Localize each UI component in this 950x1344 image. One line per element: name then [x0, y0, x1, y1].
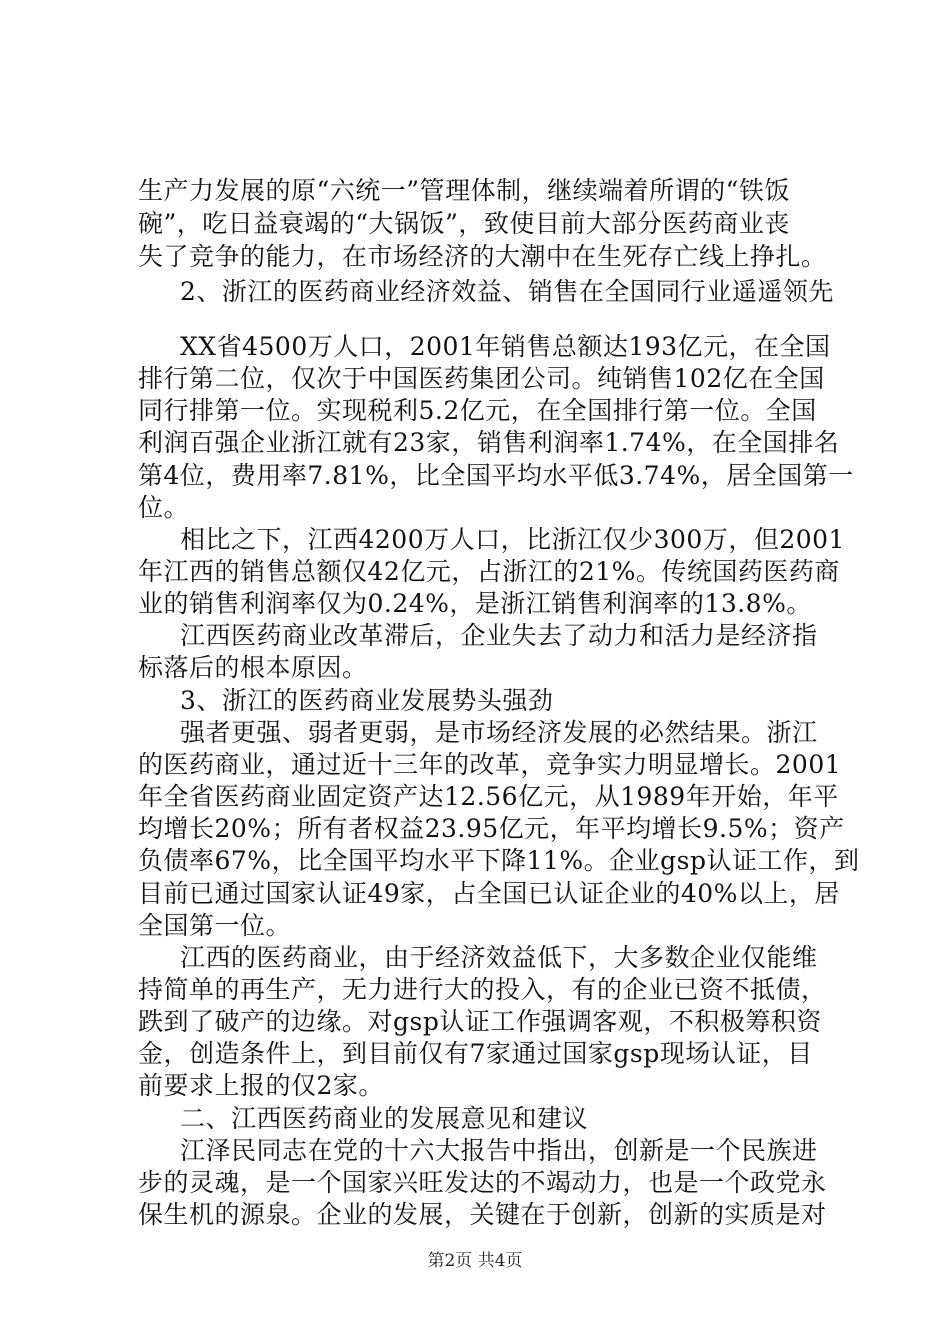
- text-line: 失了竞争的能力，在市场经济的大潮中在生死存亡线上挣扎。: [138, 242, 827, 271]
- text-line: 年江西的销售总额仅42亿元，占浙江的21%。传统国药医药商: [138, 557, 840, 586]
- text-line: 江泽民同志在党的十六大报告中指出，创新是一个民族进: [180, 1136, 818, 1165]
- text-line: 年全省医药商业固定资产达12.56亿元，从1989年开始，年平: [138, 782, 839, 811]
- text-line: 标落后的根本原因。: [138, 653, 368, 682]
- section-heading: 3、浙江的医药商业发展势头强劲: [180, 686, 554, 715]
- text-line: 位。: [138, 493, 190, 522]
- text-line: 目前已通过国家认证49家，占全国已认证企业的40%以上，居: [138, 879, 840, 908]
- text-line: 生产力发展的原“六统一”管理体制，继续端着所谓的“铁饭: [138, 176, 790, 205]
- page-number-footer: 第2页 共4页: [427, 1251, 523, 1271]
- text-line: XX省4500万人口，2001年销售总额达193亿元，在全国: [180, 332, 831, 361]
- section-heading: 二、江西医药商业的发展意见和建议: [180, 1104, 589, 1133]
- text-line: 相比之下，江西4200万人口，比浙江仅少300万，但2001: [180, 525, 845, 554]
- text-line: 江西的医药商业，由于经济效益低下，大多数企业仅能维: [180, 943, 818, 972]
- text-line: 第4位，费用率7.81%，比全国平均水平低3.74%，居全国第一: [138, 461, 854, 490]
- text-line: 强者更强、弱者更弱，是市场经济发展的必然结果。浙江: [180, 718, 818, 747]
- text-line: 跌到了破产的边缘。对gsp认证工作强调客观，不积极筹积资: [138, 1007, 822, 1036]
- text-line: 全国第一位。: [138, 911, 292, 940]
- text-line: 同行排第一位。实现税利5.2亿元，在全国排行第一位。全国: [138, 396, 817, 425]
- text-line: 负债率67%，比全国平均水平下降11%。企业gsp认证工作，到: [138, 846, 860, 875]
- text-line: 碗”，吃日益衰竭的“大锅饭”，致使目前大部分医药商业丧: [138, 209, 790, 238]
- section-heading: 2、浙江的医药商业经济效益、销售在全国同行业遥遥领先: [180, 277, 834, 306]
- text-line: 业的销售利润率仅为0.24%，是浙江销售利润率的13.8%。: [138, 589, 812, 618]
- text-line: 金，创造条件上，到目前仅有7家通过国家gsp现场认证，目: [138, 1039, 813, 1068]
- text-line: 的医药商业，通过近十三年的改革，竞争实力明显增长。2001: [138, 750, 842, 779]
- text-line: 前要求上报的仅2家。: [138, 1071, 384, 1100]
- text-line: 持简单的再生产，无力进行大的投入，有的企业已资不抵债，: [138, 975, 827, 1004]
- text-line: 利润百强企业浙江就有23家，销售利润率1.74%，在全国排名: [138, 428, 840, 457]
- text-line: 均增长20%；所有者权益23.95亿元，年平均增长9.5%；资产: [138, 814, 845, 843]
- text-line: 保生机的源泉。企业的发展，关键在于创新，创新的实质是对: [138, 1200, 827, 1229]
- text-line: 排行第二位，仅次于中国医药集团公司。纯销售102亿在全国: [138, 364, 825, 393]
- text-line: 江西医药商业改革滞后，企业失去了动力和活力是经济指: [180, 621, 818, 650]
- text-line: 步的灵魂，是一个国家兴旺发达的不竭动力，也是一个政党永: [138, 1168, 827, 1197]
